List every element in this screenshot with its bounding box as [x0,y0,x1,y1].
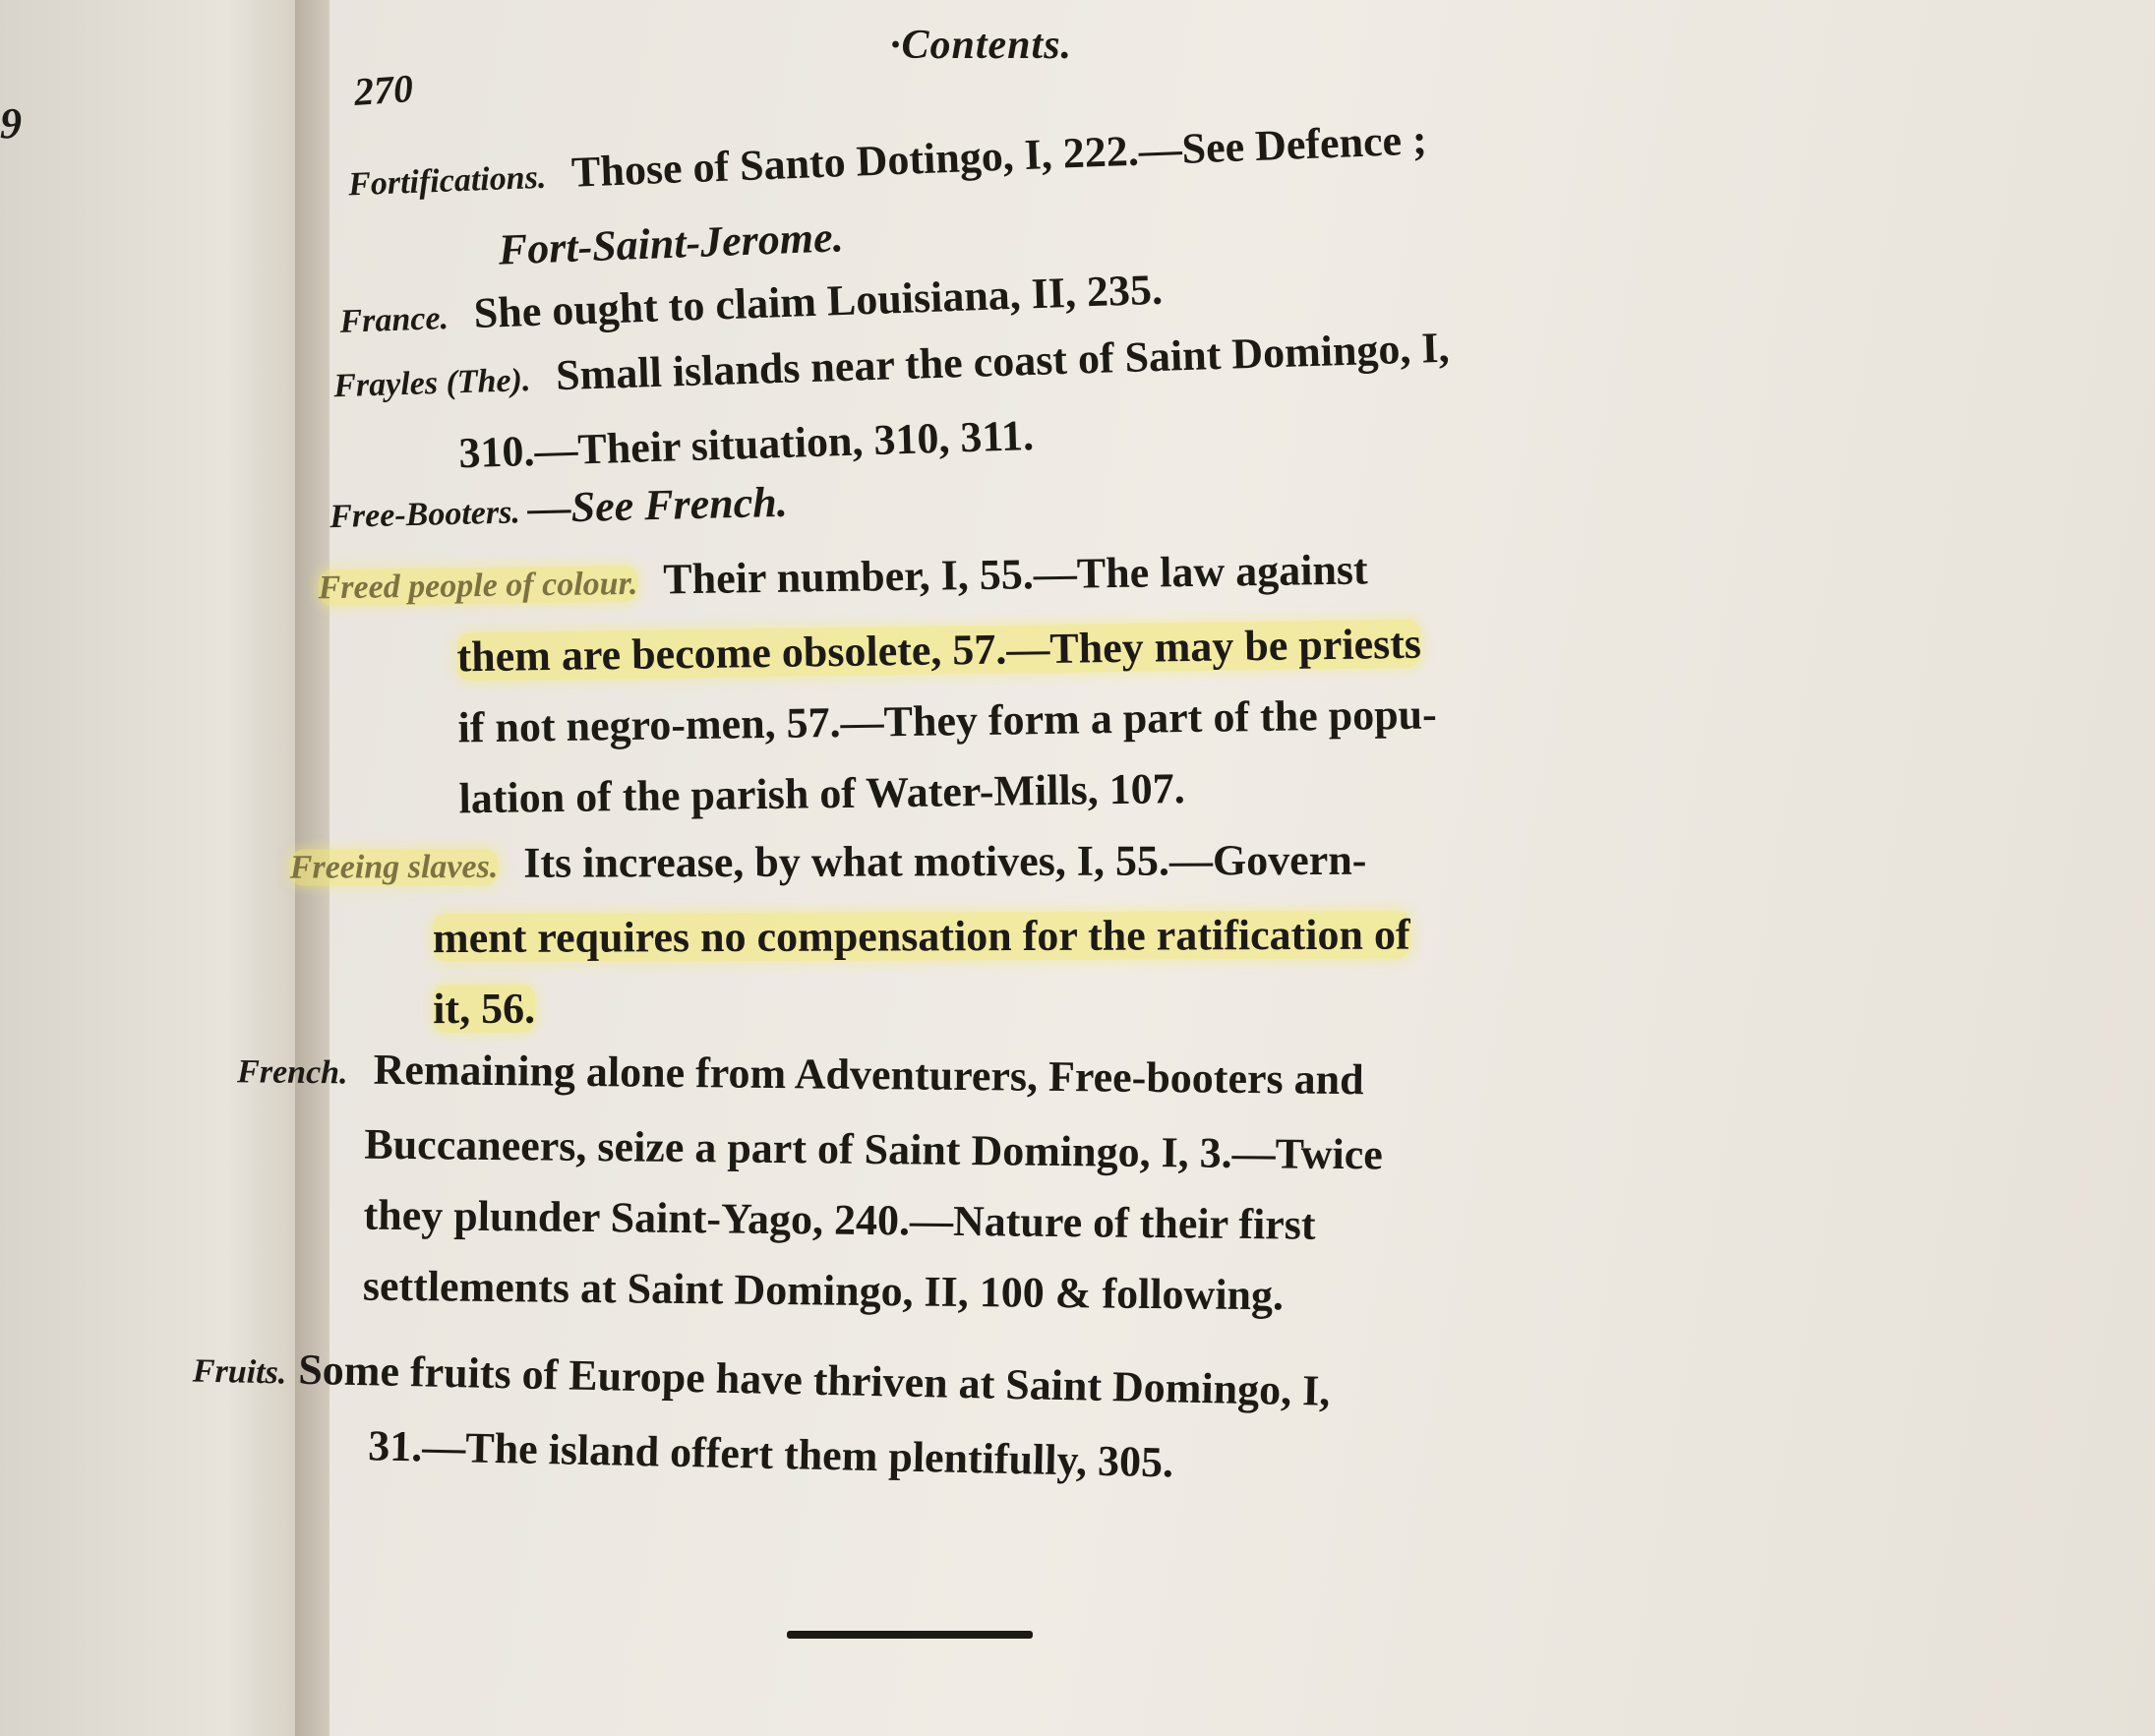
entry-text: 310.—Their situation, 310, 311. [457,410,1035,478]
entry-text: —See French. [527,477,789,533]
entry-text: She ought to claim Louisiana, II, 235. [472,265,1164,338]
book-page [192,0,2155,1736]
entry-text: Buccaneers, seize a part of Saint Domingo, I, 3.—Twice [364,1119,1384,1179]
entry-text: Their number, I, 55.—The law against [662,545,1368,604]
entry-text: Remaining alone from Adventurers, Free-booters and [373,1045,1364,1105]
entry-text: Small islands near the coast of Saint Domingo, I, [555,323,1451,400]
entry-head: Free-Booters. [329,494,521,536]
entry-head: France. [338,299,449,340]
highlighted-text: ment requires no compensation for the ratification of [432,910,1410,963]
index-entry-fruits [191,1333,1649,1509]
index-entry-freeing-slaves [290,823,1747,1045]
entry-head: Fortifications. [347,158,547,204]
entry-text: Fort-Saint-Jerome. [497,212,845,274]
entry-text: if not negro-men, 57.—They form a part of the popu- [457,689,1438,752]
entry-head: Frayles (The). [332,361,531,405]
highlighted-text: it, 56. [433,984,536,1034]
index-entry-french [235,1033,1694,1335]
index-entry-freed-people [318,529,1777,837]
entry-head-highlighted: Freed people of colour. [318,565,638,607]
page-number: 270 [352,65,415,115]
end-rule [787,1631,1033,1639]
left-page-edge-mark: 9 [0,99,22,148]
entry-text: Some fruits of Europe have thriven at Saint Domingo, I, [297,1345,1331,1415]
highlighted-text: them are become obsolete, 57.—They may be priests [456,619,1422,682]
entry-head: Fruits. [192,1352,287,1392]
entry-head: French. [236,1053,348,1092]
entry-text: they plunder Saint-Yago, 240.—Nature of their first [363,1190,1316,1249]
entry-text: Those of Santo Dotingo, I, 222.—See Defence ; [570,115,1428,197]
running-header: ·Contents. [890,23,1073,68]
entry-text: Its increase, by what motives, I, 55.—Govern- [523,835,1367,887]
entry-head-highlighted: Freeing slaves. [289,848,499,886]
entry-text: settlements at Saint Domingo, II, 100 & following. [362,1261,1285,1320]
entry-text: 31.—The island offert them plentifully, 305. [367,1421,1174,1487]
entry-text: lation of the parish of Water-Mills, 107. [458,764,1186,823]
